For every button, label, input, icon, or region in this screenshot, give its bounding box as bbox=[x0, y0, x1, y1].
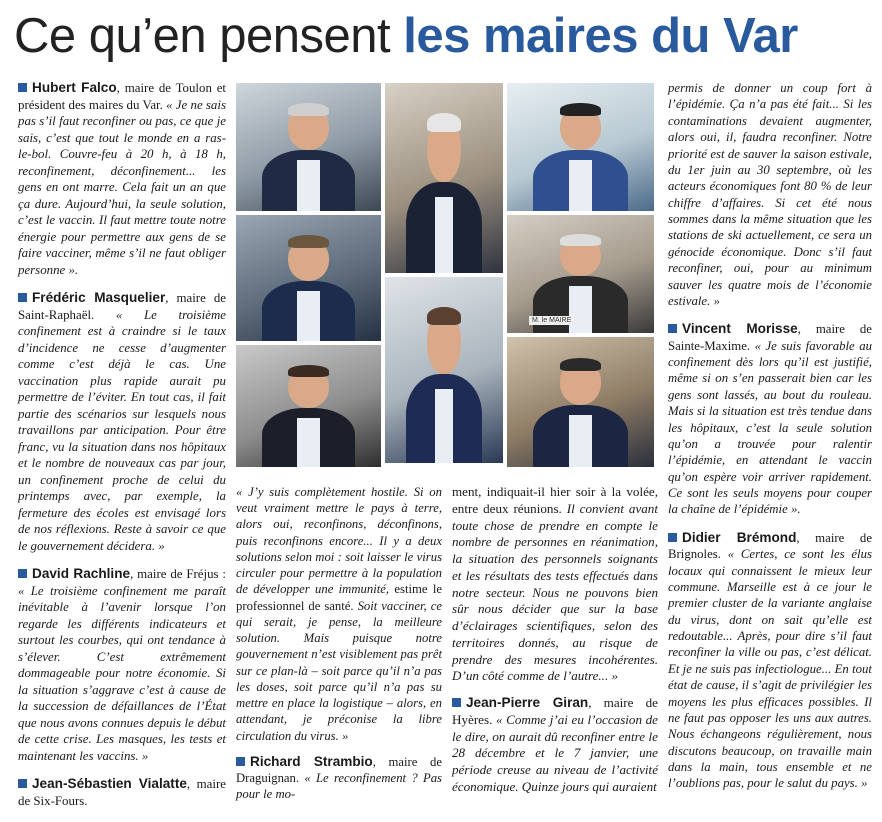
column-4 bbox=[668, 80, 872, 798]
mayor-name: Vincent Morisse bbox=[682, 321, 798, 337]
mayor-name: Richard Strambio bbox=[250, 753, 373, 769]
column-1 bbox=[18, 80, 226, 815]
entry-giran bbox=[452, 695, 658, 796]
entry-vialatte-quote bbox=[236, 484, 442, 744]
mayor-quote: « Certes, ce sont les élus locaux qui connaissent le mieux leur commune. Marseille est à ce jour le premier cluster de la variante anglaise du virus, dont on sait qu’elle est redoutable... Après, pour dire s’il faut reconfiner la ville ou pas, c’est délicat. Et je ne suis pas infectiologue... En tout état de cause, il s’agit de privilégier les moyens les plus efficaces possibles. Il ne faut pas opposer les uns aux autres. Nous échangeons régulièrement, nous discutons beaucoup, on travaille main dans la main, tous ensemble et ne l’oublions pas, pour le salut du pays. » bbox=[668, 547, 872, 791]
mayor-quote: permis de donner un coup fort à l’épidémie. Ça n’a pas été fait... Si les contaminations devaient augmenter, alors oui, il, faudra reconfiner. Notre priorité est de sauver la saison estivale, du 1er juin au 30 septembre, où les acteurs économiques font 80 % de leur chiffre d’affaires. Si cet été nous sommes dans la même situation que les stations de ski actuellement, ce sera un génocide économique. Donc s’il faut reconfiner, oui, pour au minimum sauver les quatre mois de l’économie estivale. » bbox=[668, 81, 872, 308]
mayor-role: , maire de Six-Fours. bbox=[18, 777, 226, 808]
mayor-role: , maire de Brignoles. bbox=[668, 530, 872, 562]
mayor-quote: « Le reconfinement ? Pas pour le mo- bbox=[236, 770, 442, 802]
mayor-name: Didier Brémond bbox=[682, 529, 797, 545]
bullet-square-icon bbox=[18, 569, 27, 578]
mayor-quote: « Je ne sais pas s’il faut reconfiner ou pas, ce que je sais, c’est que tout le monde en a ras-le-bol. Couvre-feu à 20 h, à 18 h, reconfinement, déconfinement... les gens en ont marre. Cela fait un an que ça dure. Aujourd’hui, la seule solution, c’est le vaccin. Il faut mettre toute notre énergie pour permettre aux gens de se faire vacciner, même s’il ne faut obliger personne ». bbox=[18, 97, 226, 277]
mayor-quote: « Le troisième confinement me paraît inévitable à l’avenir lorsque l’on regarde les différents indicateurs et surtout les courbes, qui ont tendance à s’élever. C’est extrêmement dommageable pour notre économie. Si la situation s’aggrave c’est à cause de la succession de défaillances de l’État que nous avons connues depuis le début de cette crise. Les masques, les tests et maintenant les vaccins. » bbox=[18, 583, 226, 763]
entry-vialatte bbox=[18, 776, 226, 809]
bullet-square-icon bbox=[236, 757, 245, 766]
mayor-role: , maire de Saint-Raphaël. bbox=[18, 291, 226, 322]
portrait-photo-bremond bbox=[507, 215, 654, 333]
portrait-photo-masquelier bbox=[507, 337, 654, 467]
bullet-square-icon bbox=[668, 324, 677, 333]
entry-masquelier bbox=[18, 290, 226, 554]
mayor-role: , maire de Fréjus : bbox=[130, 567, 226, 581]
mayor-role: , maire de Hyères. bbox=[452, 695, 658, 727]
mayor-quote: Il convient avant toute chose de prendre en compte le nombre de personnes en réanimation, la situation des personnels soignants et les résultats des tests effectués dans notre secteur. Nous ne pouvons bien sûr nous décider que sur la base d’éclairages scientifiques, selon des territoires donnés, au risque de prendre des mesures incohérentes. D’un côté comme de l’autre... » bbox=[452, 500, 658, 684]
mayor-name: Jean-Pierre Giran bbox=[466, 695, 589, 711]
column-3 bbox=[452, 484, 658, 802]
article-text: estime le professionnel de santé. bbox=[236, 582, 442, 613]
name-plate: M. le MAIRE bbox=[529, 316, 574, 325]
mayor-quote: « J’y suis complètement hostile. Si on veut vraiment mettre le pays à terre, alors oui, reconfinons, déconfinons, puis reconfinons encore... Il y a deux solutions selon moi : soit laisser le virus circuler pour permettre à la population de développer une immunité, bbox=[236, 485, 442, 597]
portrait-photo-strambio bbox=[385, 83, 503, 273]
entry-falco bbox=[18, 80, 226, 278]
mayor-role: , maire de Toulon et président des maires du Var. bbox=[18, 81, 227, 112]
entry-rachline bbox=[18, 566, 226, 764]
bullet-square-icon bbox=[18, 83, 27, 92]
portrait-photo-morisse bbox=[385, 277, 503, 463]
mayor-name: Jean-Sébastien Vialatte bbox=[32, 776, 187, 791]
bullet-square-icon bbox=[452, 698, 461, 707]
entry-giran-cont bbox=[668, 80, 872, 309]
portrait-photo-giran bbox=[507, 83, 654, 211]
column-2 bbox=[236, 484, 442, 808]
article-text: ment, indiquait-il hier soir à la volée, entre deux réunions. bbox=[452, 484, 658, 516]
entry-morisse bbox=[668, 321, 872, 518]
portrait-photo-rachline bbox=[236, 345, 381, 467]
mayor-quote: « Le troisième confinement est à craindre si le taux d’incidence ne cesse d’augmenter comme c’est déjà le cas. Une vaccination plus rapide aurait pu permettre de l’éviter. En tout cas, il fait partie des scénarios sur lesquels nous travaillons par anticipation. Pour être franc, vu la situation dans nos hôpitaux et le nombre de nouveaux cas par jour, un confinement proche de celui du printemps avec, par exemple, la fermeture des écoles est envisagé lors de nos réflexions. Reste à savoir ce que le gouvernement décidera. » bbox=[18, 307, 226, 553]
mayor-name: David Rachline bbox=[32, 566, 131, 581]
headline-plain: Ce qu’en pensent bbox=[14, 9, 404, 63]
mayor-quote: Soit vacciner, ce qui serait, je pense, la meilleure solution. Mais puisque notre gouvernement n’est visiblement pas prêt sur ce plan-là – soit parce qu’il n’a pas les doses, soit parce qu’il n’a pas su mettre en place la logistique – alors, en attendant, je préconise la libre circulation du virus. » bbox=[236, 598, 442, 743]
entry-bremond bbox=[668, 530, 872, 792]
mayor-role: , maire de Sainte-Maxime. bbox=[668, 322, 872, 353]
mayor-quote: « Comme j’ai eu l’occasion de le dire, on aurait dû reconfiner entre le 28 décembre et le 7 janvier, une période creuse au niveau de l’activité économique. Quinze jours qui auraient bbox=[452, 711, 658, 795]
mayor-role: , maire de Draguignan. bbox=[236, 754, 442, 785]
photo-mosaic bbox=[236, 83, 654, 474]
bullet-square-icon bbox=[668, 533, 677, 542]
bullet-square-icon bbox=[18, 293, 27, 302]
entry-strambio-cont bbox=[452, 484, 658, 685]
portrait-photo-vialatte bbox=[236, 215, 381, 341]
mayor-name: Frédéric Masquelier bbox=[32, 290, 166, 305]
mayor-name: Hubert Falco bbox=[32, 80, 117, 95]
entry-strambio bbox=[236, 754, 442, 803]
headline bbox=[14, 4, 874, 74]
bullet-square-icon bbox=[18, 779, 27, 788]
headline-accent: les maires du Var bbox=[403, 9, 798, 63]
mayor-quote: « Je suis favorable au confinement dès lors qu’il est justifié, même si on s’en passerait bien car les gens sont lassés, au bout du rouleau. Mais si la situation est très tendue dans les hôpitaux, c’est la seule solution qu’on a trouvée pour ralentir l’épidémie, en attendant le vaccin qu’on espère voir arriver rapidement. Ce sont les seuls moyens pour couper la chaîne de l’épidémie ». bbox=[668, 338, 873, 517]
portrait-photo-falco bbox=[236, 83, 381, 211]
